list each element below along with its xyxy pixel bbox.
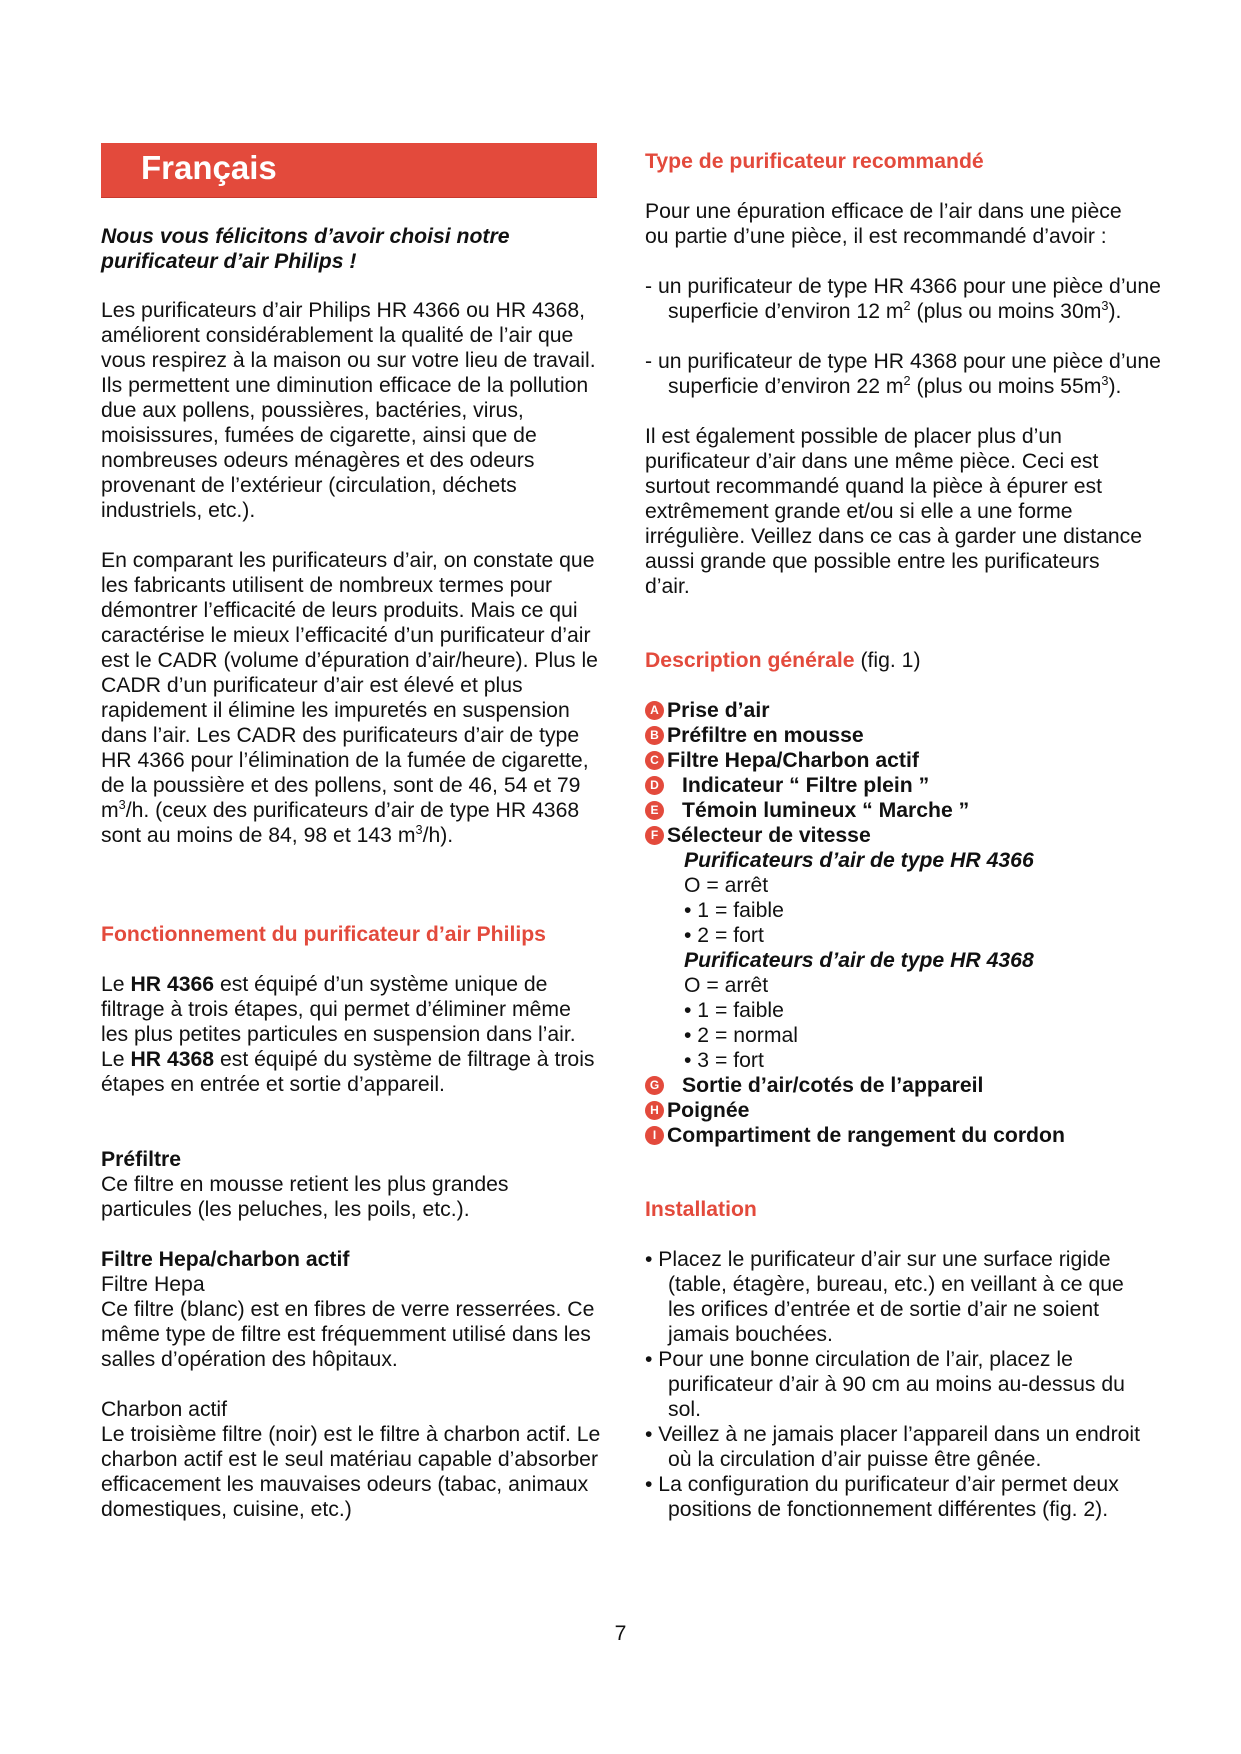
intro-p2-sup-1: 3 [118,796,126,812]
model-hr4368: HR 4368 [130,1048,215,1071]
intro-p2-sup-2: 3 [415,821,423,837]
type-li1-sup-2: 2 [903,297,911,313]
install-item: • Pour une bonne circulation de l’air, placez le purificateur d’air à 90 cm au moins au-dessus du sol. [645,1348,1125,1421]
hepa-title: Filtre Hepa/charbon actif [101,1248,350,1271]
desc-item-f [645,823,1145,848]
speed-4368-option: • 3 = fort [684,1049,764,1072]
install-item: • La configuration du purificateur d’air permet deux positions de fonctionnement différentes (fig. 2). [645,1473,1119,1521]
desc-item-label: Prise d’air [667,699,770,722]
type-heading: Type de purificateur recommandé [645,150,984,173]
speed-4366-option: O = arrêt [684,874,769,897]
desc-item-label: Préfiltre en mousse [667,724,864,747]
intro-p2-text-b: /h. (ceux des purificateurs d’air de type HR 4368 sont au moins de 84, 98 et 143 m [101,799,580,847]
speed-4368-title: Purificateurs d’air de type HR 4368 [684,949,1034,972]
carbon-subtitle: Charbon actif [101,1398,228,1421]
type-li2-sup-2: 2 [903,372,911,388]
type-li1-text-a: - un purificateur de type HR 4366 pour une pièce d’une superficie d’environ 12 m [645,275,1161,323]
language-banner: Français [101,143,597,197]
installation-heading: Installation [645,1198,757,1221]
prefilter-title: Préfiltre [101,1148,182,1171]
letter-f-badge-icon: F [645,826,664,845]
letter-i-badge-icon: I [645,1126,664,1145]
letter-c-badge-icon: C [645,751,664,770]
page-number: 7 [614,1622,627,1645]
description-heading [645,648,1145,673]
desc-item-b [645,723,1145,748]
desc-item-h [645,1098,1145,1123]
intro-title: Nous vous félicitons d’avoir choisi notre purificateur d’air Philips ! [101,225,510,273]
desc-item-i [645,1123,1145,1148]
type-list-item-2 [645,349,1168,399]
description-heading-text: Description générale [645,649,855,672]
desc-item-label: Sortie d’air/cotés de l’appareil [682,1074,984,1097]
function-text-2: est équipé d’un système unique de filtrage à trois étapes, qui permet d’éliminer même les plus petites particules en suspension dans l’air. Le [101,973,576,1071]
model-hr4366: HR 4366 [130,973,215,996]
desc-item-label: Sélecteur de vitesse [667,824,871,847]
type-li2-text-b: (plus ou moins 55m [910,375,1102,398]
type-li2-sup-3: 3 [1101,372,1109,388]
intro-p2-text-a: En comparant les purificateurs d’air, on constate que les fabricants utilisent de nombreux termes pour démontrer l’efficacité de leurs produits. Mais ce qui caractérise le mieux l’efficacité d’un purificateur d’air est le CADR (volume d’épuration d’air/heure). Plus le CADR d’un purificateur d’air est élevé et plus rapidement il élimine les impuretés en suspension dans l’air. Les CADR des purificateurs d’air de type HR 4366 pour l’élimination de la fumée de cigarette, de la poussière et des pollens, sont de 46, 54 et 79 m [101,549,598,822]
function-heading: Fonctionnement du purificateur d’air Philips [101,923,546,946]
intro-p2-text-c: /h). [422,824,454,847]
install-item: • Placez le purificateur d’air sur une surface rigide (table, étagère, bureau, etc.) en veillant à ce que les orifices d’entrée et de sortie d’air ne soient jamais bouchées. [645,1248,1124,1346]
hepa-subtitle: Filtre Hepa [101,1273,205,1296]
desc-item-c [645,748,1145,773]
speed-4366-option: • 2 = fort [684,924,764,947]
type-intro: Pour une épuration efficace de l’air dans une pièce ou partie d’une pièce, il est recommandé d’avoir : [645,200,1122,248]
speed-4368-option: • 2 = normal [684,1024,798,1047]
install-item: • Veillez à ne jamais placer l’appareil dans un endroit où la circulation d’air puisse être gênée. [645,1423,1141,1471]
type-li2-text-c: ). [1108,375,1122,398]
letter-g-badge-icon: G [645,1076,664,1095]
description-fig-ref: (fig. 1) [854,649,921,672]
speed-4366-option: • 1 = faible [684,899,784,922]
speed-4368-option: O = arrêt [684,974,769,997]
desc-item-e [645,798,1145,823]
type-li1-sup-3: 3 [1101,297,1109,313]
hepa-text: Ce filtre (blanc) est en fibres de verre resserrées. Ce même type de filtre est fréquemment utilisé dans les salles d’opération des hôpitaux. [101,1298,595,1371]
desc-item-a [645,698,1145,723]
desc-item-label: Témoin lumineux “ Marche ” [682,799,970,822]
letter-b-badge-icon: B [645,726,664,745]
desc-item-label: Indicateur “ Filtre plein ” [682,774,930,797]
type-li1-text-c: ). [1108,300,1122,323]
letter-h-badge-icon: H [645,1101,664,1120]
type-li2-text-a: - un purificateur de type HR 4368 pour une pièce d’une superficie d’environ 22 m [645,350,1161,398]
carbon-text: Le troisième filtre (noir) est le filtre à charbon actif. Le charbon actif est le seul matériau capable d’absorber efficacement les mauvaises odeurs (tabac, animaux domestiques, cuisine, etc.) [101,1423,601,1521]
intro-paragraph-1: Les purificateurs d’air Philips HR 4366 ou HR 4368, améliorent considérablement la qualité de l’air que vous respirez à la maison ou sur votre lieu de travail. Ils permettent une diminution efficace de la pollution due aux pollens, poussières, bactéries, virus, moisissures, fumées de cigarette, ainsi que de nombreuses odeurs ménagères et des odeurs provenant de l’extérieur (circulation, déchets industriels, etc.). [101,299,596,522]
speed-4366-title: Purificateurs d’air de type HR 4366 [684,849,1034,872]
letter-a-badge-icon: A [645,701,664,720]
type-outro: Il est également possible de placer plus d’un purificateur d’air dans une même pièce. Ceci est surtout recommandé quand la pièce à épurer est extrêmement grande et/ou si elle a une forme irrégulière. Veillez dans ce cas à garder une distance aussi grande que possible entre les purificateurs d’air. [645,425,1143,598]
function-paragraph [101,972,601,1097]
function-text-1: Le [101,973,131,996]
installation-list [645,1247,1145,1522]
desc-item-d [645,773,1145,798]
type-list-item-1 [645,274,1168,324]
desc-item-g [645,1073,1145,1098]
function-text-3: est équipé du système de filtrage à trois étapes en entrée et sortie d’appareil. [101,1048,595,1096]
speed-4368-option: • 1 = faible [684,999,784,1022]
description-list [645,698,1145,1148]
desc-item-label: Compartiment de rangement du cordon [667,1124,1065,1147]
prefilter-text: Ce filtre en mousse retient les plus grandes particules (les peluches, les poils, etc.). [101,1173,509,1221]
intro-paragraph-2 [101,548,601,848]
letter-d-badge-icon: D [645,776,664,795]
letter-e-badge-icon: E [645,801,664,820]
desc-item-label: Filtre Hepa/Charbon actif [667,749,919,772]
type-li1-text-b: (plus ou moins 30m [910,300,1102,323]
desc-item-label: Poignée [667,1099,750,1122]
